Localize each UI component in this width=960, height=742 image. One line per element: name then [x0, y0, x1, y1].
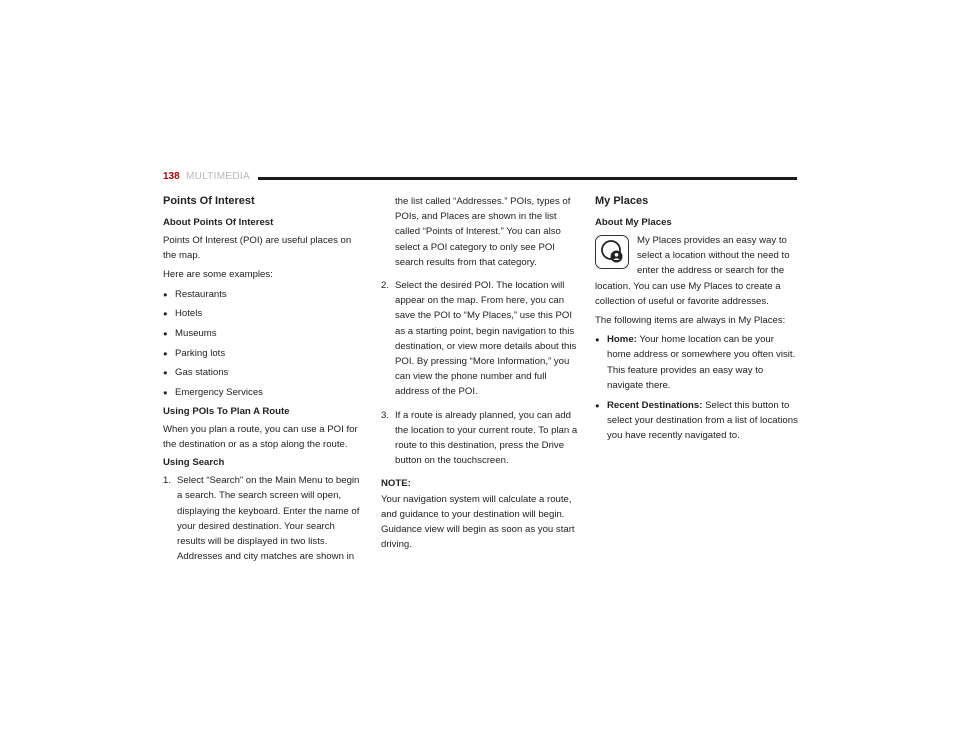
list-item: ● Emergency Services — [163, 385, 363, 400]
step-item — [381, 278, 581, 400]
header-rule — [258, 177, 797, 180]
examples-intro: Here are some examples: — [163, 269, 273, 281]
search-steps-continued — [381, 194, 581, 468]
subheading-using-search: Using Search — [163, 457, 225, 469]
section-title: MULTIMEDIA — [186, 171, 250, 182]
list-item: ● Parking lots — [163, 346, 363, 361]
page-number: 138 — [163, 171, 180, 182]
step-text: If a route is already planned, you can add the location to your current route. To plan a route to this destination, press the Drive button on the touchscreen. — [395, 409, 578, 467]
item-text: Select this button to select your destination from a list of locations you have recently navigated to. — [607, 399, 798, 441]
list-item: ● Gas stations — [163, 365, 363, 380]
subheading-about-my-places: About My Places — [595, 217, 672, 228]
my-places-icon — [595, 235, 629, 269]
step-text: the list called “Addresses.” POIs, types of POIs, and Places are shown in the list called “Points of Interest.” You can also select a POI category to only see POI search results from that category. — [395, 196, 571, 268]
step-text: Select the desired POI. The location will appear on the map. From here, you can save the POI to “My Places,” use this POI as a starting point, begin navigation to this destination, or view more details about this POI. By pressing “More Information,” you can view the phone number and full address of the POI. — [395, 280, 577, 398]
list-item: ● Restaurants — [163, 287, 363, 302]
items-intro: The following items are always in My Places: — [595, 315, 786, 327]
about-poi-text: Points Of Interest (POI) are useful places on the map. — [163, 235, 352, 262]
list-item: ● Museums — [163, 326, 363, 341]
list-item: ● Hotels — [163, 306, 363, 321]
column-right — [595, 194, 799, 448]
column-middle — [381, 194, 581, 552]
note-block — [381, 476, 581, 552]
item-label: Recent Destinations: — [607, 399, 703, 411]
step-item — [381, 408, 581, 469]
step-item — [163, 473, 363, 564]
step-number: 3. — [381, 409, 390, 421]
page-header — [163, 171, 797, 185]
my-places-items — [595, 332, 799, 443]
search-steps — [163, 473, 363, 564]
note-text: Your navigation system will calculate a route, and guidance to your destination will begin. Guidance view will begin as soon as you start driving. — [381, 493, 575, 551]
item-label: Home: — [607, 334, 637, 346]
step-text: Select “Search” on the Main Menu to begin a search. The search screen will open, displaying the keyboard. Enter the name of your desired destination. Your search results will be displayed in two lists. Addresses and city matches are shown in — [177, 475, 360, 563]
step-number: 1. — [163, 475, 172, 487]
list-item — [595, 398, 799, 444]
subheading-about-poi: About Points Of Interest — [163, 217, 274, 228]
step-item-continued — [381, 194, 581, 270]
note-label: NOTE: — [381, 478, 411, 490]
section-heading-my-places: My Places — [595, 195, 649, 207]
section-heading-poi: Points Of Interest — [163, 195, 255, 207]
subheading-plan-route: Using POIs To Plan A Route — [163, 405, 290, 417]
list-item — [595, 332, 799, 393]
my-places-intro — [595, 233, 799, 309]
poi-examples-list — [163, 287, 363, 401]
plan-route-text: When you plan a route, you can use a POI for the destination or as a stop along the route. — [163, 423, 358, 451]
item-text: Your home location can be your home address or somewhere you often visit. This feature provides an easy way to navigate there. — [607, 334, 796, 391]
column-left — [163, 194, 363, 572]
about-my-places-text: My Places provides an easy way to select a location without the need to enter the address or search for the location. You can use My Places to create a collection of useful or favorite addresses. — [595, 235, 790, 307]
step-number: 2. — [381, 280, 390, 292]
